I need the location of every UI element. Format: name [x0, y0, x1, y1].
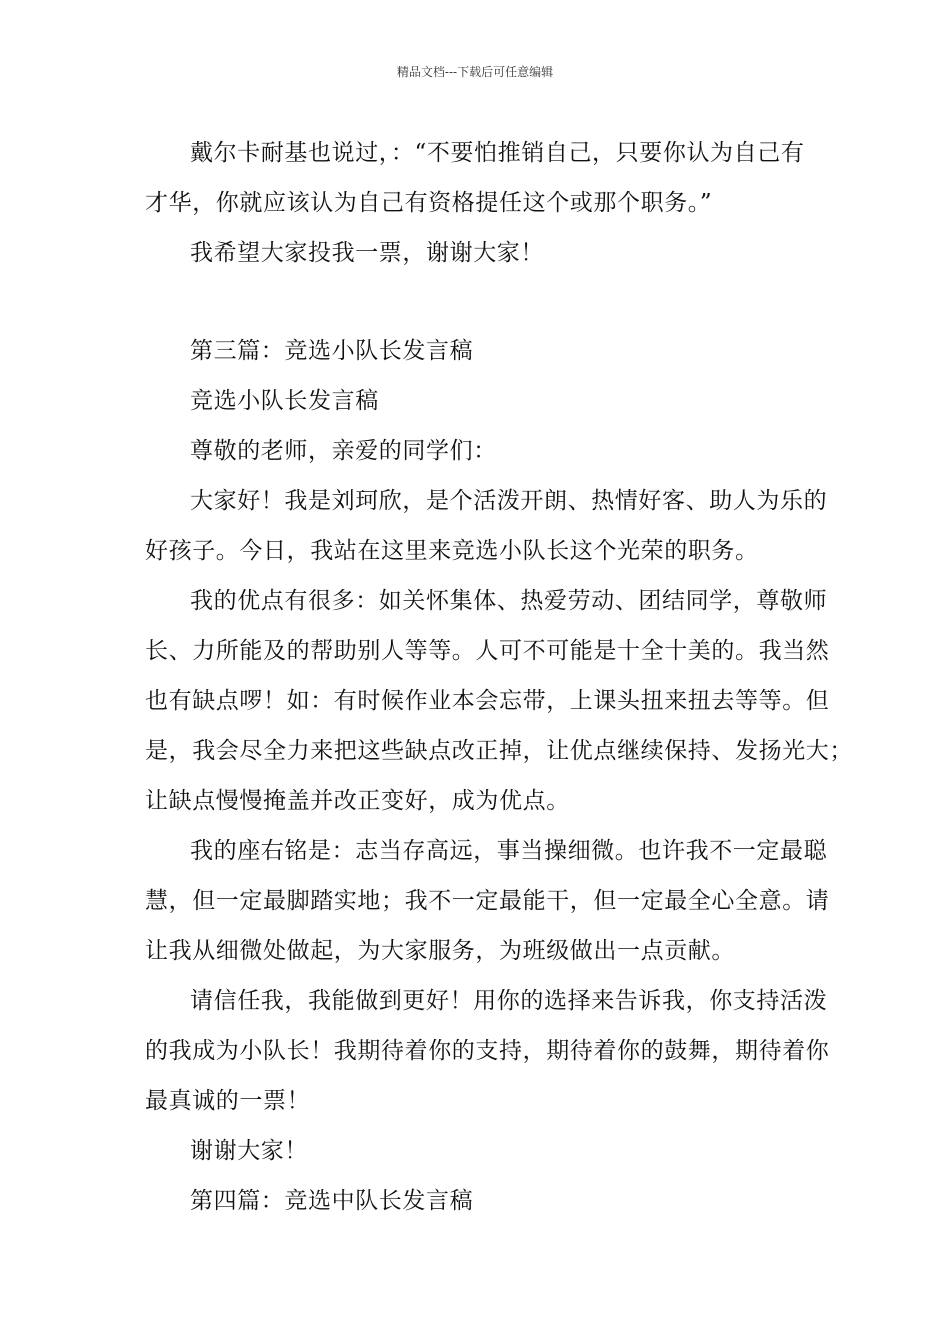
paragraph-line: 戴尔卡耐基也说过，：“不要怕推销自己，只要你认为自己有	[190, 140, 805, 166]
paragraph-line: 是，我会尽全力来把这些缺点改正掉，让优点继续保持、发扬光大；	[145, 738, 853, 764]
paragraph-line: 的我成为小队长！我期待着你的支持，期待着你的鼓舞，期待着你	[145, 1038, 830, 1064]
paragraph-line: 让缺点慢慢掩盖并改正变好，成为优点。	[145, 788, 570, 814]
paragraph-line: 请信任我，我能做到更好！用你的选择来告诉我，你支持活泼	[190, 988, 828, 1014]
paragraph-line: 让我从细微处做起，为大家服务，为班级做出一点贡献。	[145, 938, 735, 964]
speech-title: 竞选小队长发言稿	[190, 388, 379, 414]
document-body	[145, 128, 853, 1226]
section-heading: 第三篇：竞选小队长发言稿	[190, 338, 474, 364]
paragraph-line: 我的座右铭是：志当存高远，事当操细微。也许我不一定最聪	[190, 838, 828, 864]
paragraph-line: 好孩子。今日，我站在这里来竞选小队长这个光荣的职务。	[145, 538, 759, 564]
paragraph-line: 最真诚的一票！	[145, 1088, 311, 1114]
paragraph-line: 才华，你就应该认为自己有资格提任这个或那个职务。”	[145, 190, 713, 216]
paragraph-line: 慧，但一定最脚踏实地；我不一定最能干，但一定最全心全意。请	[145, 888, 830, 914]
closing-line: 谢谢大家！	[190, 1138, 308, 1164]
salutation: 尊敬的老师，亲爱的同学们：	[190, 438, 497, 464]
page-header: 精品文档---下载后可任意编辑	[396, 65, 554, 79]
blank-gap	[145, 278, 817, 326]
paragraph-line: 也有缺点啰！如：有时候作业本会忘带，上课头扭来扭去等等。但	[145, 688, 830, 714]
section-heading: 第四篇：竞选中队长发言稿	[190, 1188, 474, 1214]
paragraph-line: 我希望大家投我一票，谢谢大家！	[190, 240, 544, 266]
paragraph-line: 我的优点有很多：如关怀集体、热爱劳动、团结同学，尊敬师	[190, 588, 828, 614]
paragraph-line: 长、力所能及的帮助别人等等。人可不可能是十全十美的。我当然	[145, 638, 830, 664]
paragraph-line: 大家好！我是刘珂欣，是个活泼开朗、热情好客、助人为乐的	[190, 488, 828, 514]
